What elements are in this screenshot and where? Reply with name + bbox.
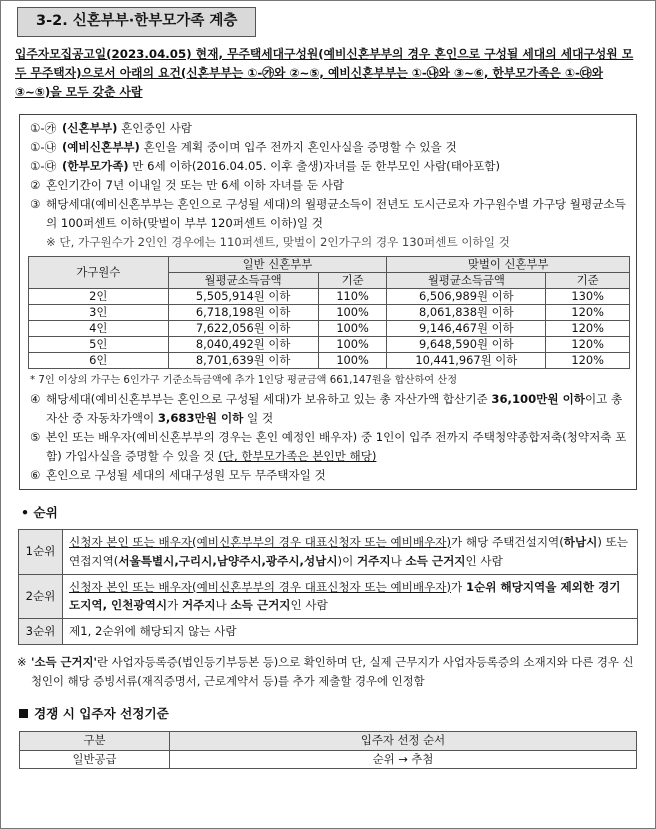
table-row [29, 352, 630, 368]
general-amount: 8,040,492원 이하 [168, 336, 318, 352]
household-size: 4인 [29, 320, 169, 336]
criterion-number: ③ [30, 197, 41, 212]
dual-percent: 120% [546, 352, 630, 368]
intro-part-2: 무주택세대구성원(예비신혼부부의 경우 혼인으로 구성될 세대의 세대구성원 모두 무주택자) [15, 46, 634, 80]
criterion-text: 해당세대(예비신혼부부는 혼인으로 구성될 세대)의 월평균소득이 전년도 도시근로자 가구원수별 가구당 월평균소득의 100퍼센트 이하(맞벌이 부부 120퍼센트 이하)일 것 [46, 197, 626, 231]
rank-table [18, 529, 638, 645]
criterion-text: 본인 또는 배우자(예비신혼부부의 경우는 혼인 예정인 배우자) 중 1인이 입주 전까지 주택청약종합저축(청약저축 포함) 가입사실을 증명할 수 있을 것 [46, 430, 627, 464]
rank-description [63, 574, 638, 619]
criterion-text: 혼인으로 구성될 세대의 세대구성원 모두 무주택자일 것 [46, 468, 326, 483]
header-dual-amount: 월평균소득금액 [387, 272, 546, 288]
criterion-6 [28, 466, 630, 485]
rank-label: 1순위 [19, 529, 63, 574]
rank-region: 서울특별시,구리시,남양주시,광주시,성남시 [118, 553, 338, 568]
criterion-label: (한부모가족) [62, 159, 129, 174]
criterion-number: ①-㉮ [30, 121, 57, 136]
rank-text: 가 해당 주택건설지역( [451, 534, 564, 549]
rank-label: 2순위 [19, 574, 63, 619]
rank-description: 제1, 2순위에 해당되지 않는 사람 [63, 619, 638, 645]
criterion-5 [28, 428, 630, 466]
intro-part-3: 으로서 아래의 요건(신혼부부는 ①-㉮와 ②~⑤, 예비신혼부부는 ①-㉯와 ③~⑥, 한부모가족은 ①-㉰와 ③~⑤)을 모두 갖춘 사람 [15, 65, 604, 99]
rank-text: 나 [390, 553, 406, 568]
car-limit: 3,683만원 이하 [157, 411, 244, 426]
criterion-1-na [28, 138, 630, 157]
criterion-text: 혼인을 계획 중이며 입주 전까지 혼인사실을 증명할 수 있을 것 [139, 140, 457, 155]
criterion-number: ⑥ [30, 468, 41, 483]
rank-text: )이 [337, 553, 357, 568]
dual-amount: 9,146,467원 이하 [387, 320, 546, 336]
header-dual: 맞벌이 신혼부부 [387, 256, 630, 272]
criterion-text: 일 것 [243, 411, 274, 426]
intro-paragraph [15, 45, 641, 102]
household-size: 5인 [29, 336, 169, 352]
seven-person-note: * 7인 이상의 가구는 6인가구 기준소득금액에 추가 1인당 평균금액 661,147원을 합산하여 산정 [30, 374, 458, 386]
dual-percent: 130% [546, 288, 630, 304]
rank-keyword: 소득 근거지 [230, 598, 291, 613]
general-amount: 5,505,914원 이하 [168, 288, 318, 304]
criterion-number: ② [30, 178, 41, 193]
general-percent: 100% [318, 304, 387, 320]
table-row [19, 619, 638, 645]
header-general-amount: 월평균소득금액 [168, 272, 318, 288]
header-type: 구분 [20, 732, 170, 750]
square-bullet-icon [19, 709, 28, 718]
dual-amount: 10,441,967원 이하 [387, 352, 546, 368]
criterion-1-da [28, 157, 630, 176]
rank-region: 1순위 해당지역을 제외한 경기도지역, 인천광역시 [69, 579, 621, 613]
household-size: 3인 [29, 304, 169, 320]
criterion-4 [28, 390, 630, 428]
income-table [28, 256, 630, 369]
footnote-term: '소득 근거지' [31, 654, 97, 669]
rank-text: 신청자 본인 또는 배우자(예비신혼부부의 경우 대표신청자 또는 예비배우자) [69, 534, 452, 549]
criterion-label: (예비신혼부부) [62, 140, 140, 155]
general-amount: 6,718,198원 이하 [168, 304, 318, 320]
household-size: 2인 [29, 288, 169, 304]
criterion-number: ⑤ [30, 430, 41, 445]
household-size: 6인 [29, 352, 169, 368]
selection-title: 경쟁 시 입주자 선정기준 [34, 705, 169, 721]
criterion-text: 해당세대(예비신혼부부는 혼인으로 구성될 세대)가 보유하고 있는 총 자산가액 합산기준 [46, 392, 492, 407]
rank-text: 가 [451, 579, 466, 594]
table-row [29, 320, 630, 336]
rank-text: 가 [167, 598, 182, 613]
criterion-3 [28, 195, 630, 233]
rank-keyword: 거주지 [356, 553, 391, 568]
criterion-2 [28, 176, 630, 195]
criterion-number: ④ [30, 392, 41, 407]
general-percent: 100% [318, 336, 387, 352]
general-percent: 110% [318, 288, 387, 304]
rank-keyword: 거주지 [181, 598, 216, 613]
rank-label: 3순위 [19, 619, 63, 645]
selection-order: 순위 → 추첨 [170, 750, 637, 768]
rank-title: • 순위 [21, 505, 58, 521]
header-household: 가구원수 [29, 256, 169, 288]
rank-text: 인 사람 [290, 598, 328, 613]
rank-text: 인 사람 [465, 553, 503, 568]
footnote-mark: ※ [17, 654, 27, 669]
criterion-number: ①-㉯ [30, 140, 57, 155]
table-row [29, 288, 630, 304]
selection-heading [19, 705, 641, 724]
criterion-1-ga [28, 119, 630, 138]
criterion-text: 혼인기간이 7년 이내일 것 또는 만 6세 이하 자녀를 둔 사람 [46, 178, 344, 193]
general-amount: 7,622,056원 이하 [168, 320, 318, 336]
dual-percent: 120% [546, 320, 630, 336]
criteria-box [19, 114, 637, 490]
dual-amount: 6,506,989원 이하 [387, 288, 546, 304]
section-title: 3-2. 신혼부부·한부모가족 계층 [17, 7, 256, 37]
dual-amount: 9,648,590원 이하 [387, 336, 546, 352]
rank-text: 나 [215, 598, 231, 613]
dual-percent: 120% [546, 336, 630, 352]
general-amount: 8,701,639원 이하 [168, 352, 318, 368]
rank-keyword: 소득 근거지 [405, 553, 466, 568]
table-row [20, 750, 637, 768]
supply-type: 일반공급 [20, 750, 170, 768]
two-person-note: ※ 단, 가구원수가 2인인 경우에는 110퍼센트, 맞벌이 2인가구의 경우 130퍼센트 이하일 것 [46, 235, 510, 250]
rank-description [63, 529, 638, 574]
table-row [29, 336, 630, 352]
general-percent: 100% [318, 320, 387, 336]
selection-table [19, 731, 637, 768]
footnote [17, 653, 639, 691]
rank-region: 하남시 [563, 534, 598, 549]
header-general-criteria: 기준 [318, 272, 387, 288]
table-row [29, 304, 630, 320]
criterion-text: 만 6세 이하(2016.04.05. 이후 출생)자녀를 둔 한부모인 사람(태아포함) [128, 159, 501, 174]
intro-part-1: 입주자모집공고일(2023.04.05) 현재, [15, 46, 228, 61]
rank-text: 신청자 본인 또는 배우자(예비신혼부부의 경우 대표신청자 또는 예비배우자) [69, 579, 452, 594]
asset-limit: 36,100만원 이하 [491, 392, 585, 407]
dual-percent: 120% [546, 304, 630, 320]
dual-amount: 8,061,838원 이하 [387, 304, 546, 320]
header-order: 입주자 선정 순서 [170, 732, 637, 750]
rank-text: ) 또는 연접지역( [69, 534, 628, 568]
table-row [19, 529, 638, 574]
criterion-number: ①-㉰ [30, 159, 57, 174]
table-row [19, 574, 638, 619]
header-general: 일반 신혼부부 [168, 256, 387, 272]
general-percent: 100% [318, 352, 387, 368]
criterion-text: 이고 총 자산 중 자동차가액이 [46, 392, 623, 426]
criterion-label: (신혼부부) [62, 121, 118, 136]
footnote-text: 란 사업자등록증(법인등기부등본 등)으로 확인하며 단, 실제 근무지가 사업자등록증의 소재지와 다른 경우 신청인이 해당 증빙서류(재직증명서, 근로계약서 등)를 추가 제출할 경우에 인정함 [31, 654, 634, 688]
header-dual-criteria: 기준 [546, 272, 630, 288]
criterion-text: 혼인중인 사람 [117, 121, 192, 136]
single-parent-note: (단, 한부모가족은 본인만 해당) [218, 449, 377, 464]
